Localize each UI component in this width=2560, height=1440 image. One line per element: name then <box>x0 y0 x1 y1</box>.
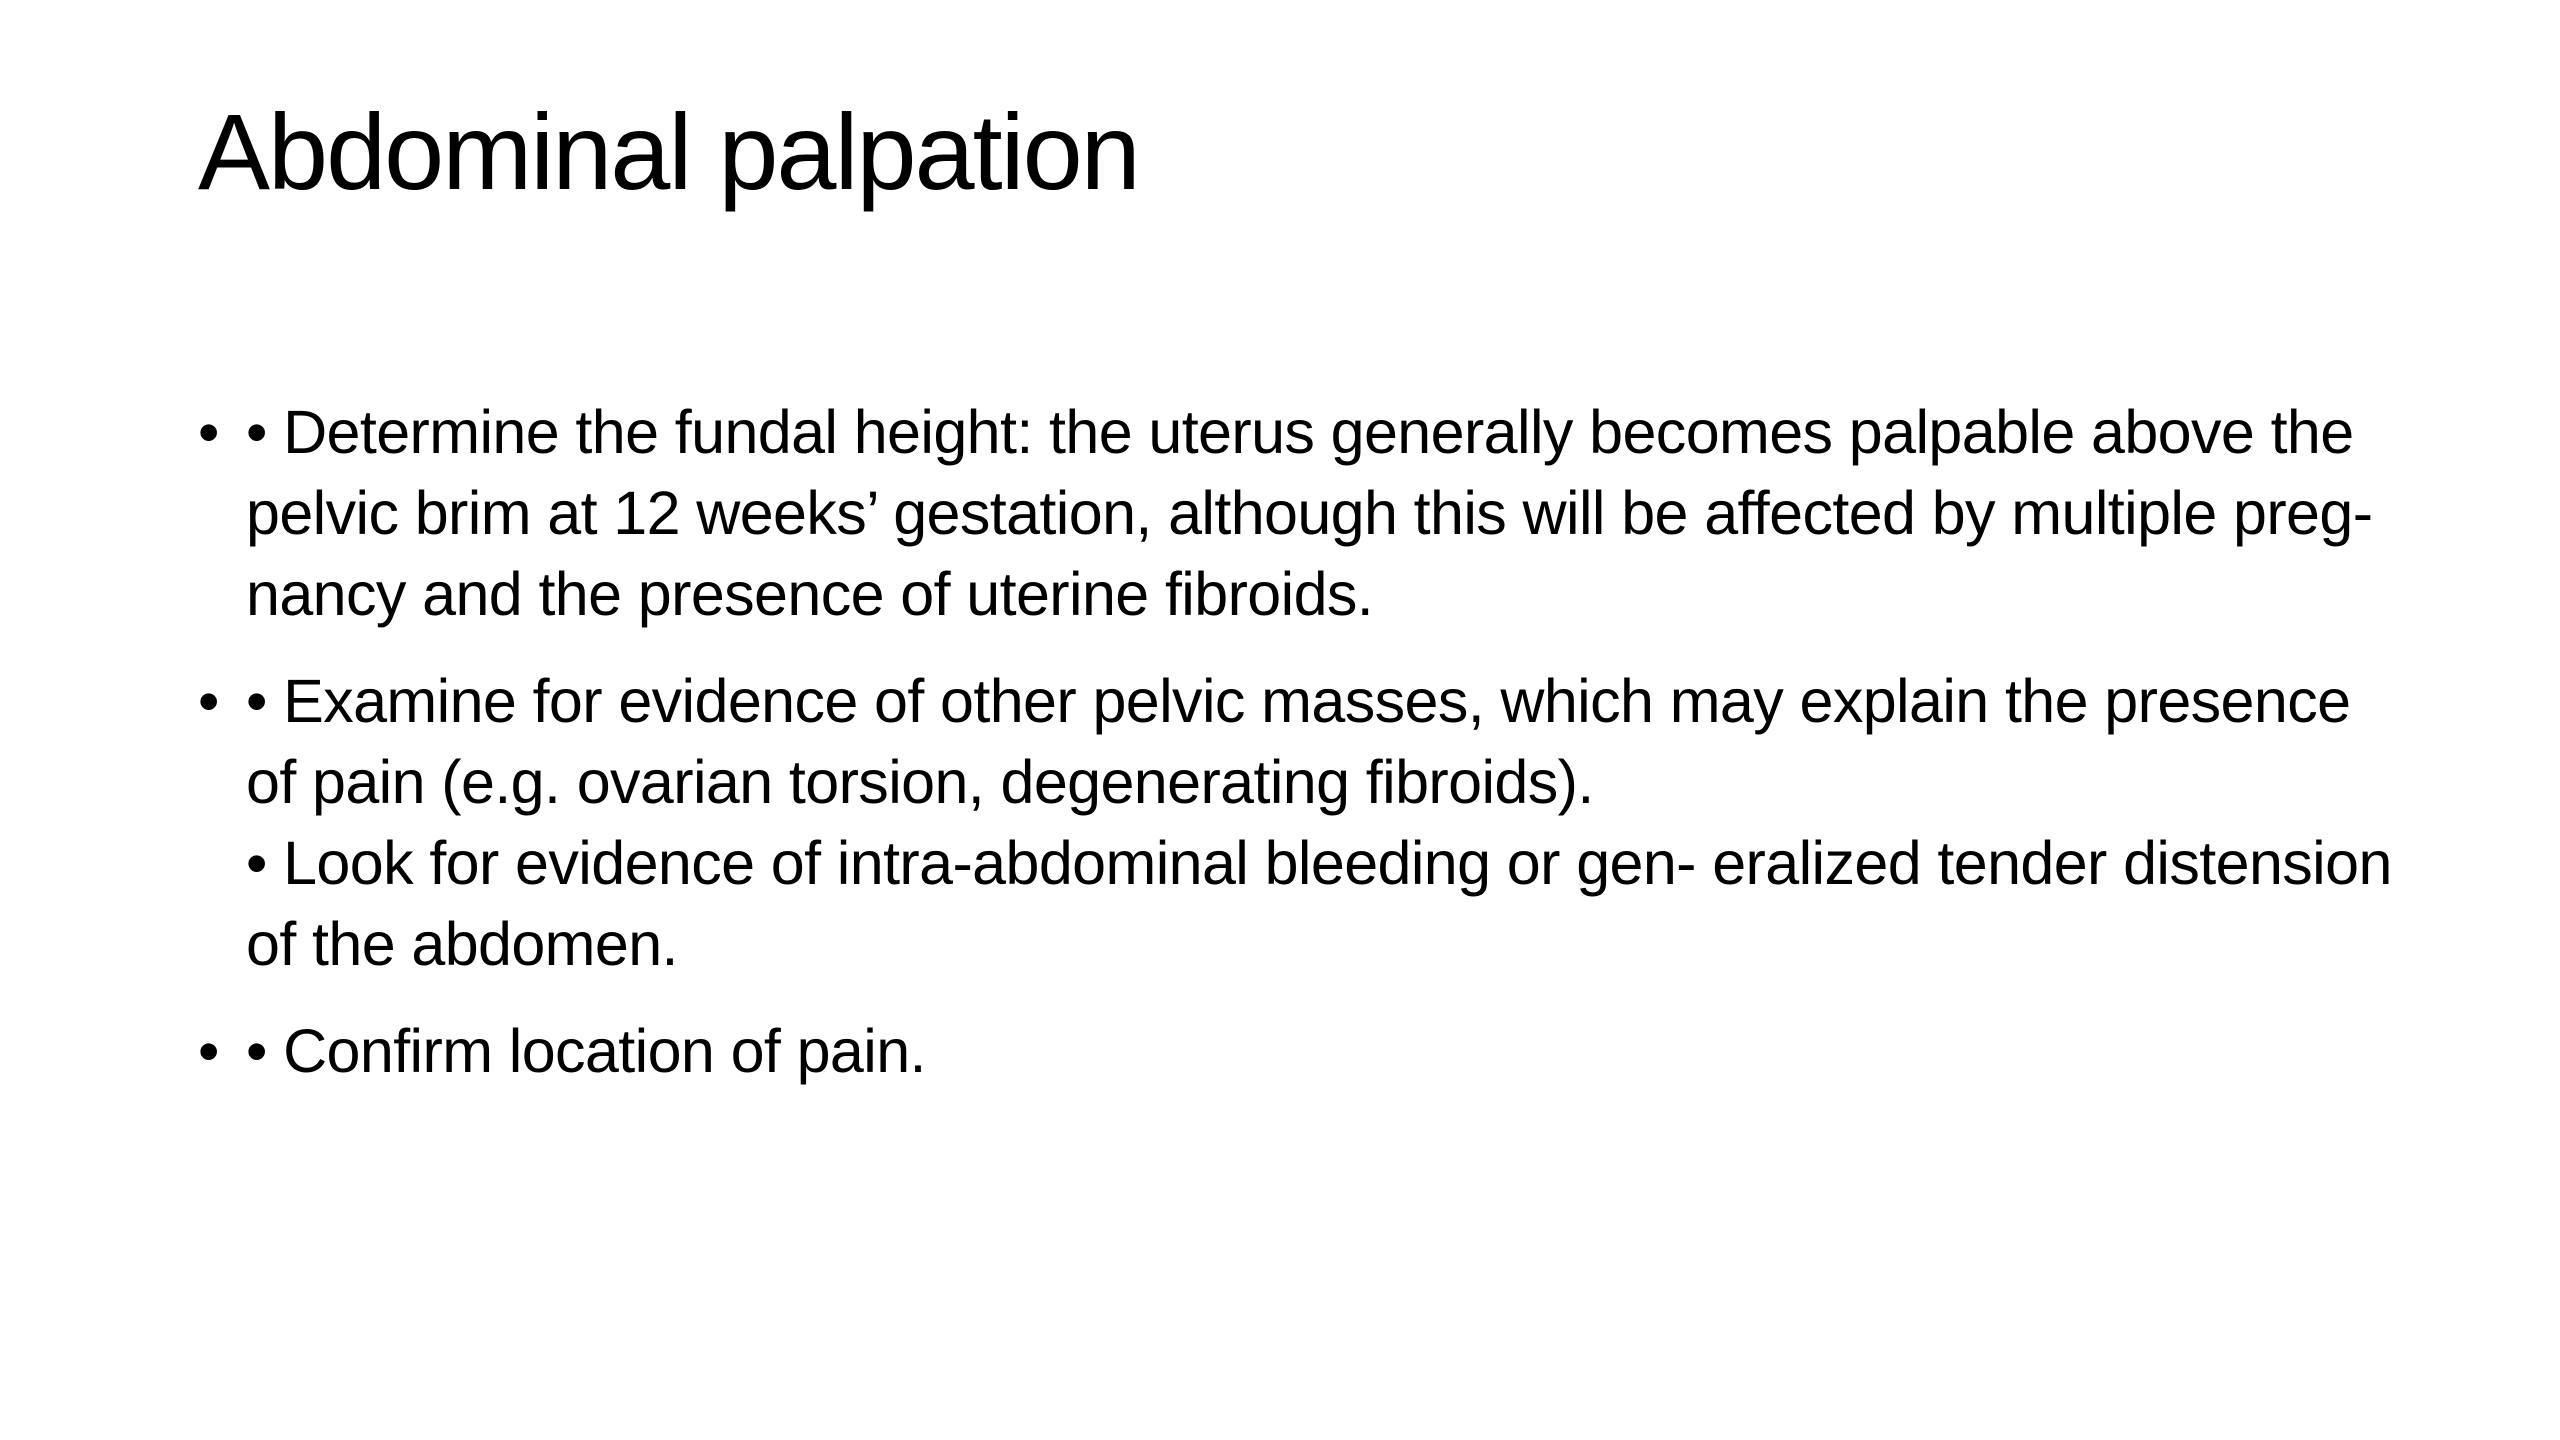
bullet-marker: • <box>198 667 219 735</box>
bullet-item <box>198 392 2398 635</box>
bullet-marker: • <box>198 1017 219 1085</box>
bullet-text: • Determine the fundal height: the uterus generally becomes palpable above the pelvic brim at 12 weeks’ gestation, although this will be affected by multiple preg- nancy and the presence of uterine fibroids. <box>246 398 2373 628</box>
slide-title: Abdominal palpation <box>198 91 1139 212</box>
bullet-item <box>198 1011 2398 1092</box>
bullet-text: • Confirm location of pain. <box>246 1017 926 1085</box>
bullet-text: • Examine for evidence of other pelvic masses, which may explain the presence of pain (e.g. ovarian torsion, degenerating fibroids). • Look for evidence of intra-abdominal bleeding or gen- eralized tender distension of the abdomen. <box>246 667 2392 978</box>
bullet-item <box>198 661 2398 985</box>
bullet-marker: • <box>198 398 219 466</box>
bullet-list <box>198 392 2398 1118</box>
